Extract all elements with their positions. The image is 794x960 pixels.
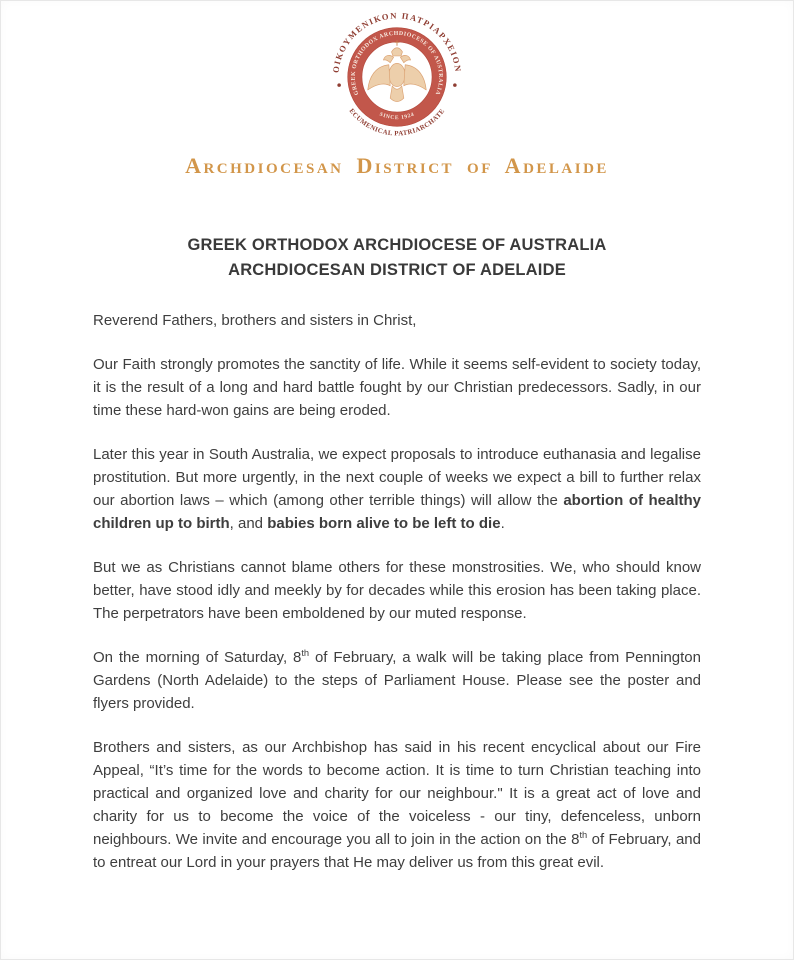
seal-band-bottom-text: SINCE 1924 xyxy=(378,111,416,122)
heading-line-1: GREEK ORTHODOX ARCHDIOCESE OF AUSTRALIA xyxy=(187,236,607,254)
seal-right-dot xyxy=(453,83,457,87)
text-segment: . xyxy=(500,515,505,532)
letter-paragraphs xyxy=(93,309,701,874)
double-headed-eagle-icon xyxy=(368,40,426,101)
letterhead-title: Archdiocesan District of Adelaide xyxy=(185,153,609,178)
text-segment: of February, a walk will be taking place from Pennington Gardens (North Adelaide) to the steps of Parliament House. Please see the poster and flyers provided. xyxy=(93,649,701,712)
paragraph xyxy=(93,353,701,422)
paragraph xyxy=(93,309,701,332)
text-segment: Reverend Fathers, brothers and sisters in Christ, xyxy=(93,312,417,329)
text-segment: Later this year in South Australia, we expect proposals to introduce euthanasia and legalise prostitution. But more urgently, in the next couple of weeks we expect a bill to further relax our abortion laws – which (among other terrible things) will allow the xyxy=(93,446,701,509)
seal-band-top-text: GREEK ORTHODOX ARCHDIOCESE OF AUSTRALIA xyxy=(350,30,444,96)
paragraph xyxy=(93,556,701,625)
text-segment: , and xyxy=(229,515,268,532)
seal-outer-bottom-text: ECUMENICAL PATRIARCHATE xyxy=(347,107,447,138)
text-segment: of February, and to entreat our Lord in your prayers that He may deliver us from this great evil. xyxy=(93,831,701,871)
ordinal-superscript: th xyxy=(301,648,310,658)
document-heading xyxy=(1,233,793,283)
paragraph xyxy=(93,736,701,874)
bold-text-segment: abortion of healthy children up to birth xyxy=(93,492,702,532)
bold-text-segment: babies born alive to be left to die xyxy=(267,515,501,532)
heading-line-2: ARCHDIOCESAN DISTRICT OF ADELAIDE xyxy=(228,261,566,279)
text-segment: Our Faith strongly promotes the sanctity of life. While it seems self-evident to society today, it is the result of a long and hard battle fought by our Christian predecessors. Sadly, in our time these hard-won gains are being eroded. xyxy=(93,356,701,419)
text-segment: On the morning of Saturday, 8 xyxy=(93,649,302,666)
text-segment: Brothers and sisters, as our Archbishop has said in his recent encyclical about our Fire Appeal, “It’s time for the words to become action. It is time to turn Christian teaching into practical and organized love and charity for our neighbour." It is a great act of love and charity for us to become the voice of the voiceless - our tiny, defenceless, unborn neighbours. We invite and encourage you all to join in the action on the 8 xyxy=(93,739,701,848)
text-segment: But we as Christians cannot blame others for these monstrosities. We, who should know better, have stood idly and meekly by for decades while this erosion has been taking place. The perpetrators have been emboldened by our muted response. xyxy=(93,559,701,622)
archdiocese-seal xyxy=(329,9,465,145)
paragraph xyxy=(93,646,701,715)
seal-outer-top-text: ΟΙΚΟΥΜΕΝΙΚΟΝ ΠΑΤΡΙΑΡΧΕΙΟΝ xyxy=(330,10,464,74)
seal-graphic xyxy=(329,9,465,145)
seal-left-dot xyxy=(337,83,341,87)
paragraph xyxy=(93,443,701,535)
ordinal-superscript: th xyxy=(579,830,588,840)
